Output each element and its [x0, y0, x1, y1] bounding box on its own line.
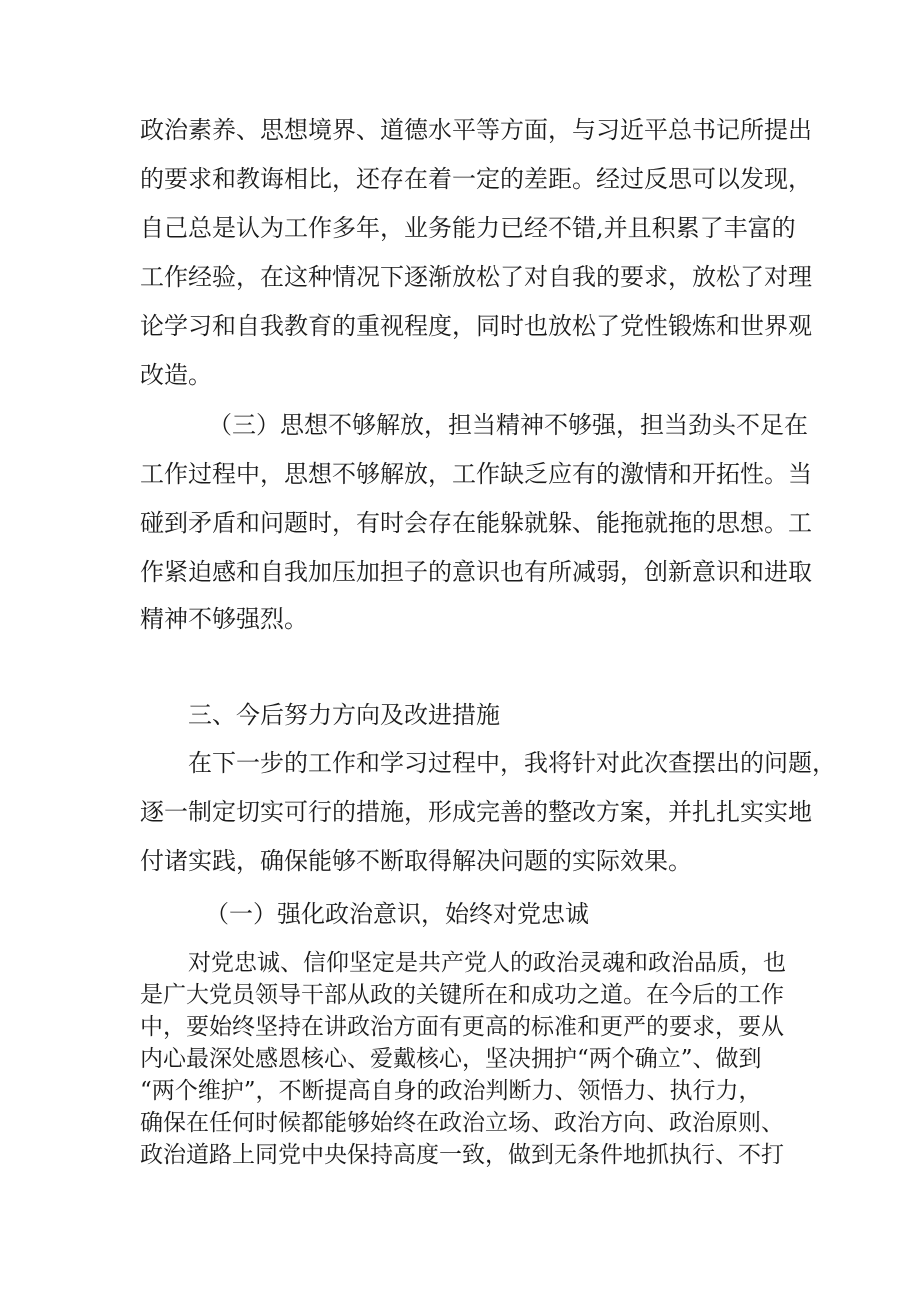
paragraph-c-line-3: 付诸实践，确保能够不断取得解决问题的实际效果。	[140, 847, 692, 875]
paragraph-d-line-4: 内心最深处感恩核心、爱戴核心，坚决拥护“两个确立”、做到	[140, 1046, 762, 1072]
paragraph-d-line-1: 对党忠诚、信仰坚定是共产党人的政治灵魂和政治品质，也	[188, 950, 786, 976]
paragraph-d-line-7: 政治道路上同党中央保持高度一致，做到无条件地抓执行、不打	[140, 1142, 784, 1168]
paragraph-d-line-3: 中，要始终坚持在讲政治方面有更高的标准和更严的要求，要从	[140, 1014, 784, 1040]
paragraph-d-line-2: 是广大党员领导干部从政的关键所在和成功之道。在今后的工作	[140, 982, 784, 1008]
paragraph-d-line-5: “两个维护”，不断提高自身的政治判断力、领悟力、执行力，	[140, 1078, 762, 1104]
paragraph-a-line-2: 的要求和教诲相比，还存在着一定的差距。经过反思可以发现，	[140, 165, 812, 193]
paragraph-b-line-2: 工作过程中，思想不够解放，工作缺乏应有的激情和开拓性。当	[140, 460, 812, 488]
paragraph-b-line-1: （三）思想不够解放，担当精神不够强，担当劲头不足在	[208, 411, 808, 439]
paragraph-b-line-3: 碰到矛盾和问题时，有时会存在能躲就躲、能拖就拖的思想。工	[140, 509, 812, 537]
section-heading: 三、今后努力方向及改进措施	[188, 701, 500, 729]
subheading-1: （一）强化政治意识，始终对党忠诚	[205, 900, 589, 928]
paragraph-a-line-5: 论学习和自我教育的重视程度，同时也放松了党性锻炼和世界观	[140, 312, 812, 340]
paragraph-a-line-4: 工作经验，在这种情况下逐渐放松了对自我的要求，放松了对理	[140, 263, 812, 291]
paragraph-c-line-2: 逐一制定切实可行的措施，形成完善的整改方案，并扎扎实实地	[140, 798, 812, 826]
paragraph-b-line-4: 作紧迫感和自我加压加担子的意识也有所减弱，创新意识和进取	[140, 558, 812, 586]
paragraph-b-line-5: 精神不够强烈。	[140, 605, 308, 633]
paragraph-d-line-6: 确保在任何时候都能够始终在政治立场、政治方向、政治原则、	[140, 1110, 784, 1136]
paragraph-a-line-1: 政治素养、思想境界、道德水平等方面，与习近平总书记所提出	[140, 116, 812, 144]
paragraph-a-line-6: 改造。	[140, 361, 212, 389]
paragraph-a-line-3: 自己总是认为工作多年，业务能力已经不错,并且积累了丰富的	[140, 214, 796, 242]
paragraph-c-line-1: 在下一步的工作和学习过程中，我将针对此次查摆出的问题，	[188, 749, 836, 777]
